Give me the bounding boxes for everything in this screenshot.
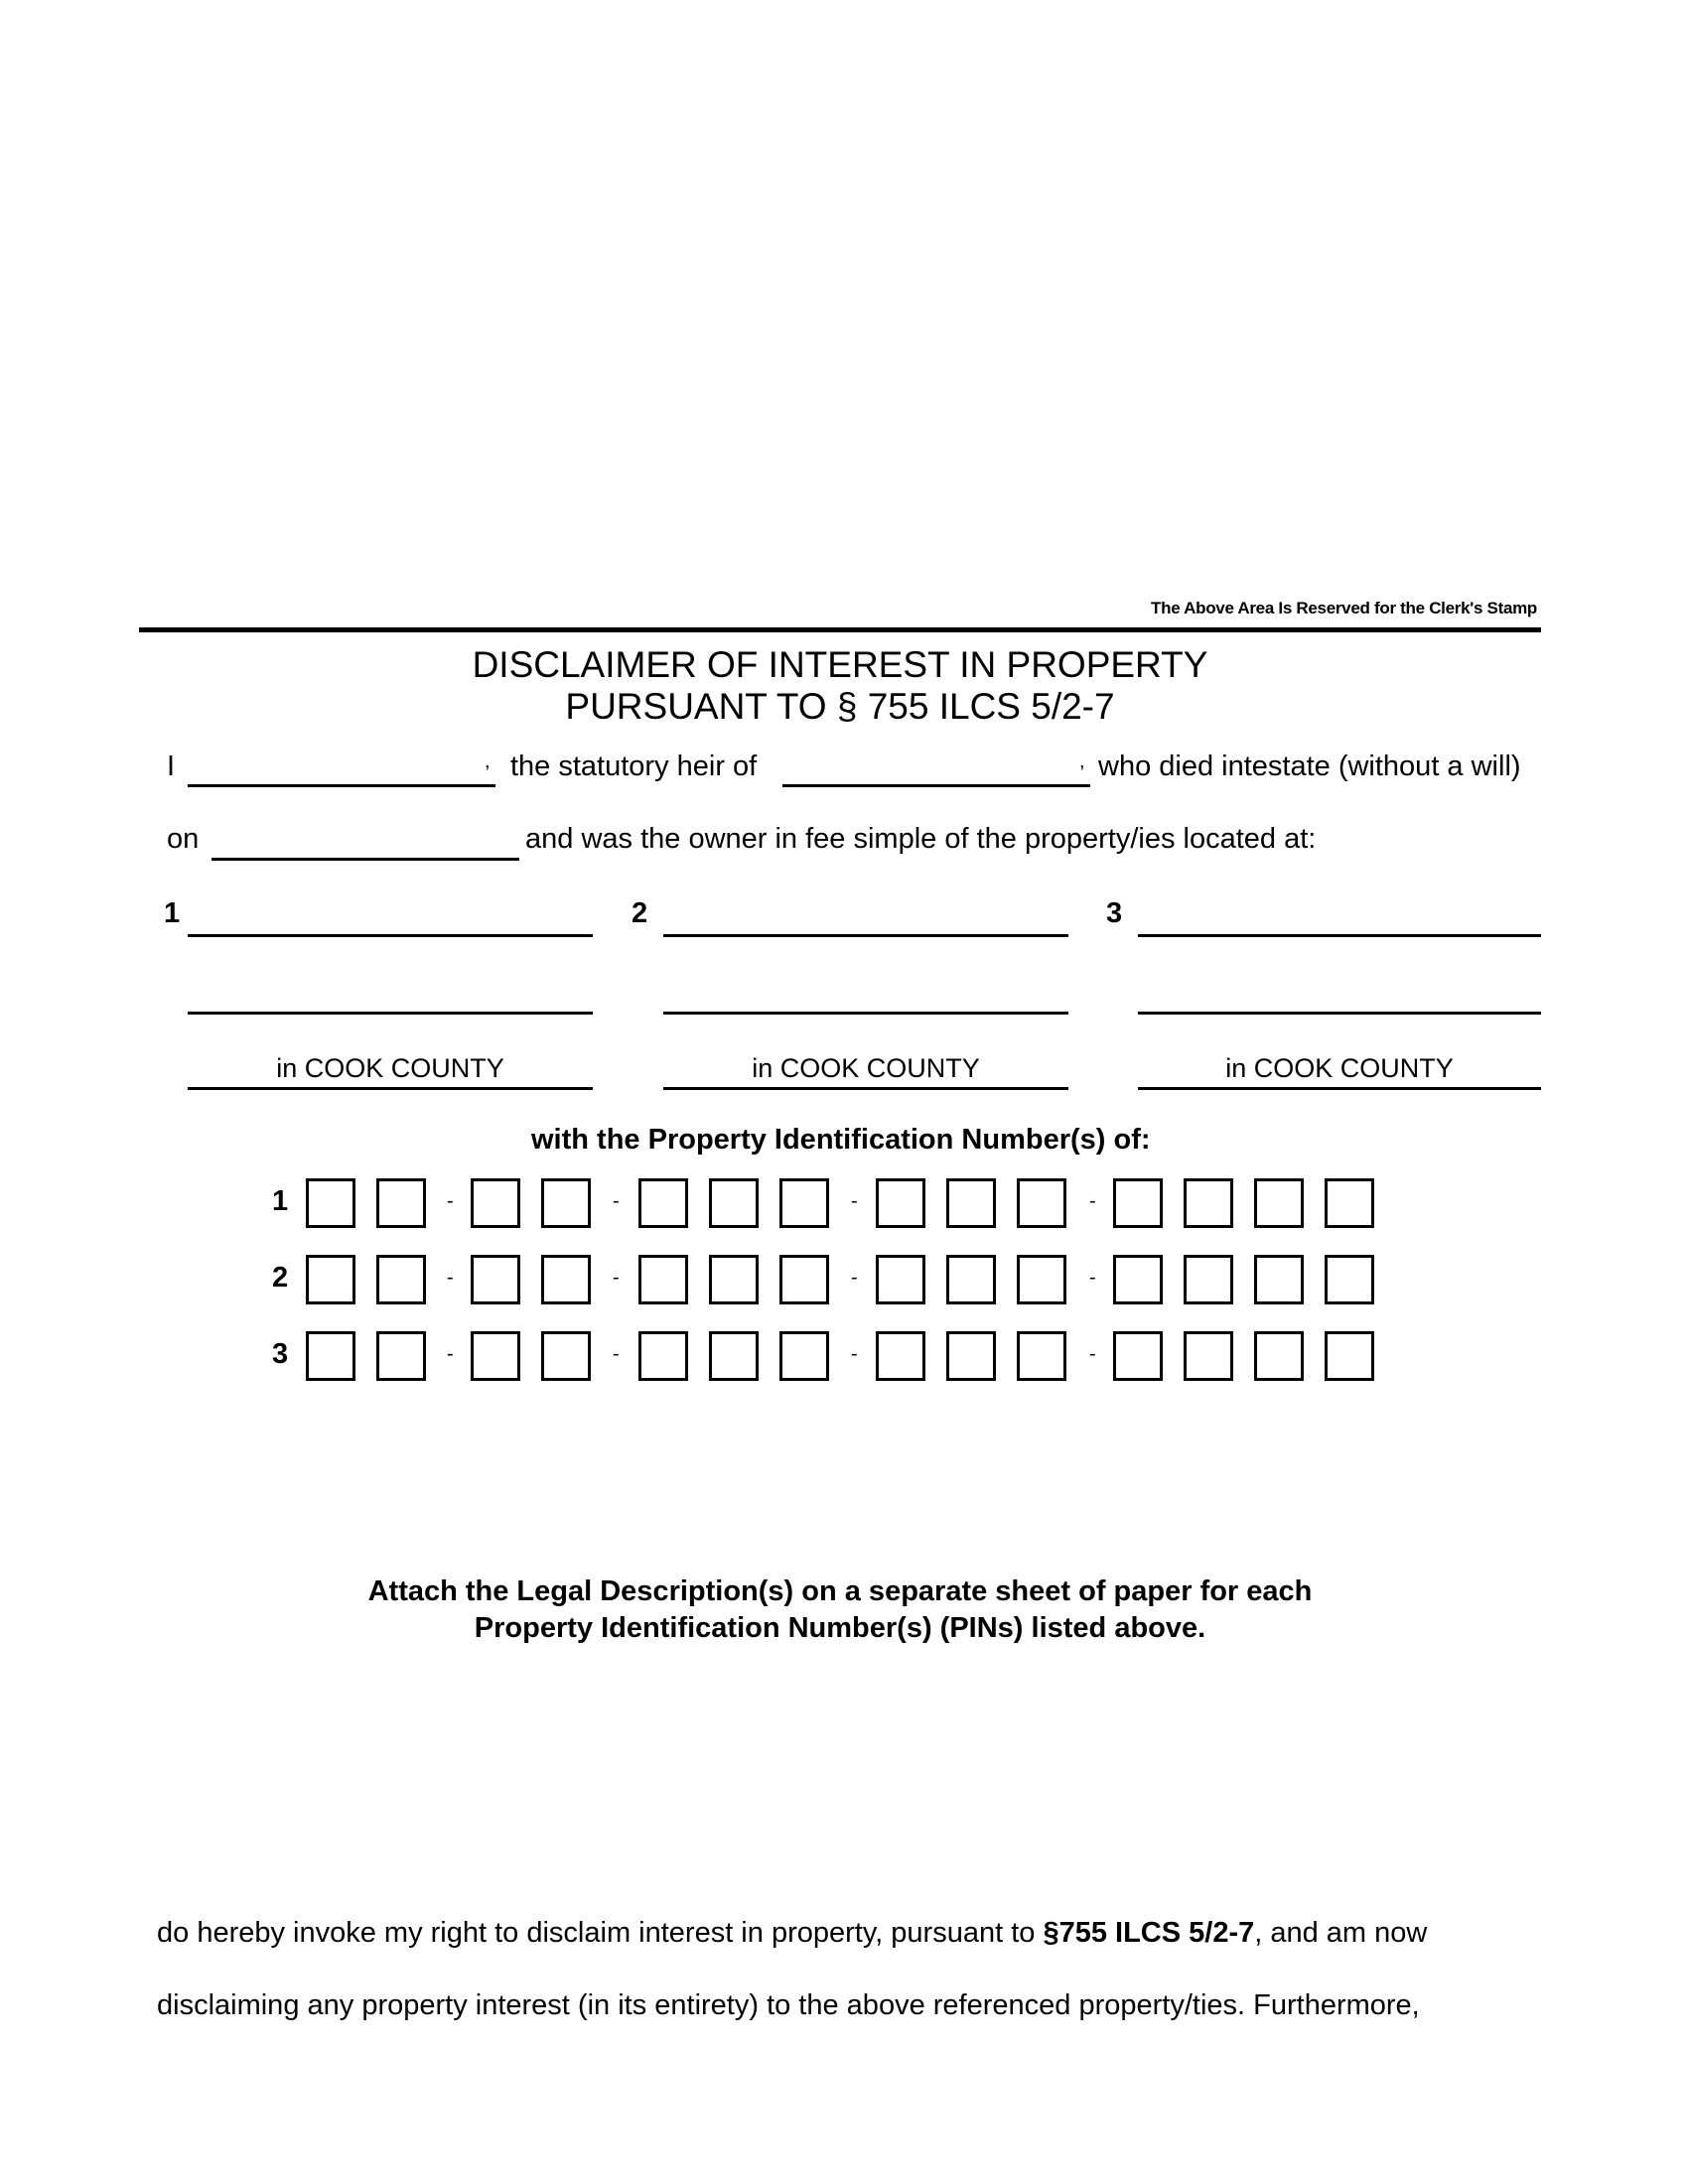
property-number-3: 3 bbox=[1106, 897, 1123, 929]
pin-2-digit-box-10[interactable] bbox=[1017, 1255, 1066, 1304]
property-3-address-line1[interactable] bbox=[1138, 934, 1541, 937]
pin-3-digit-box-1[interactable] bbox=[306, 1331, 355, 1381]
pin-3-digit-box-13[interactable] bbox=[1254, 1331, 1304, 1381]
pin-2-digit-box-13[interactable] bbox=[1254, 1255, 1304, 1304]
pin-2-digit-box-2[interactable] bbox=[376, 1255, 426, 1304]
property-3-county-line bbox=[1138, 1087, 1541, 1090]
pin-row-label-1: 1 bbox=[272, 1185, 289, 1217]
pin-1-digit-box-14[interactable] bbox=[1325, 1178, 1374, 1228]
owner-in-fee-label: and was the owner in fee simple of the property/ies located at: bbox=[525, 823, 1317, 855]
pronoun-i: I bbox=[167, 751, 176, 782]
pin-1-digit-box-5[interactable] bbox=[638, 1178, 688, 1228]
pin-2-separator-2: - bbox=[613, 1267, 620, 1289]
property-1-address-line2[interactable] bbox=[188, 1012, 593, 1015]
pin-1-digit-box-4[interactable] bbox=[541, 1178, 591, 1228]
body-line2: disclaiming any property interest (in its entirety) to the above referenced property/ties. Furthermore, bbox=[157, 1989, 1420, 2021]
form-title-line1: DISCLAIMER OF INTEREST IN PROPERTY bbox=[472, 644, 1208, 685]
pin-1-digit-box-1[interactable] bbox=[306, 1178, 355, 1228]
date-of-death-field[interactable] bbox=[211, 858, 519, 861]
pin-3-separator-2: - bbox=[613, 1343, 620, 1365]
property-1-address-line1[interactable] bbox=[188, 934, 593, 937]
pin-1-digit-box-2[interactable] bbox=[376, 1178, 426, 1228]
property-number-1: 1 bbox=[164, 897, 181, 929]
body-line1-start: do hereby invoke my right to disclaim interest in property, pursuant to bbox=[157, 1917, 1044, 1949]
pin-2-digit-box-3[interactable] bbox=[471, 1255, 520, 1304]
property-3-county: in COOK COUNTY bbox=[1225, 1053, 1454, 1083]
property-3-address-line2[interactable] bbox=[1138, 1012, 1541, 1015]
pin-1-digit-box-7[interactable] bbox=[779, 1178, 829, 1228]
property-2-county-line bbox=[663, 1087, 1068, 1090]
pin-row-label-2: 2 bbox=[272, 1262, 289, 1294]
body-line1 bbox=[157, 1917, 1427, 1950]
pin-1-digit-box-13[interactable] bbox=[1254, 1178, 1304, 1228]
pin-2-digit-box-9[interactable] bbox=[946, 1255, 996, 1304]
pin-3-digit-box-7[interactable] bbox=[779, 1331, 829, 1381]
pin-heading: with the Property Identification Number(s) of: bbox=[531, 1124, 1151, 1156]
pin-2-separator-4: - bbox=[1089, 1267, 1096, 1289]
pin-3-separator-3: - bbox=[851, 1343, 858, 1365]
pin-2-separator-3: - bbox=[851, 1267, 858, 1289]
property-1-county-line bbox=[188, 1087, 593, 1090]
statute-reference: §755 ILCS 5/2-7 bbox=[1043, 1917, 1255, 1949]
pin-2-digit-box-12[interactable] bbox=[1184, 1255, 1233, 1304]
statutory-heir-label: the statutory heir of bbox=[510, 751, 758, 782]
pin-1-separator-4: - bbox=[1089, 1190, 1096, 1212]
pin-3-separator-1: - bbox=[447, 1343, 454, 1365]
pin-2-digit-box-5[interactable] bbox=[638, 1255, 688, 1304]
pin-2-digit-box-8[interactable] bbox=[876, 1255, 925, 1304]
pin-3-digit-box-12[interactable] bbox=[1184, 1331, 1233, 1381]
pin-3-digit-box-9[interactable] bbox=[946, 1331, 996, 1381]
attach-note-line1: Attach the Legal Description(s) on a separate sheet of paper for each bbox=[367, 1575, 1313, 1607]
pin-3-digit-box-14[interactable] bbox=[1325, 1331, 1374, 1381]
pin-row-label-3: 3 bbox=[272, 1338, 289, 1370]
pin-1-digit-box-12[interactable] bbox=[1184, 1178, 1233, 1228]
pin-2-digit-box-4[interactable] bbox=[541, 1255, 591, 1304]
pin-3-digit-box-10[interactable] bbox=[1017, 1331, 1066, 1381]
decedent-name-field[interactable] bbox=[782, 784, 1090, 787]
pin-1-separator-1: - bbox=[447, 1190, 454, 1212]
pin-1-digit-box-11[interactable] bbox=[1113, 1178, 1163, 1228]
header-rule bbox=[139, 627, 1541, 632]
comma-2: , bbox=[1079, 751, 1085, 772]
pin-3-digit-box-11[interactable] bbox=[1113, 1331, 1163, 1381]
pin-3-digit-box-8[interactable] bbox=[876, 1331, 925, 1381]
property-2-county: in COOK COUNTY bbox=[752, 1053, 980, 1083]
pin-1-separator-3: - bbox=[851, 1190, 858, 1212]
clerk-stamp-note: The Above Area Is Reserved for the Clerk's Stamp bbox=[1151, 599, 1537, 617]
pin-1-digit-box-3[interactable] bbox=[471, 1178, 520, 1228]
attach-note-line2: Property Identification Number(s) (PINs) listed above. bbox=[474, 1612, 1206, 1644]
pin-2-separator-1: - bbox=[447, 1267, 454, 1289]
pin-1-digit-box-9[interactable] bbox=[946, 1178, 996, 1228]
property-1-county: in COOK COUNTY bbox=[276, 1053, 504, 1083]
heir-name-field[interactable] bbox=[188, 784, 495, 787]
body-line1-end: , and am now bbox=[1254, 1917, 1428, 1949]
pin-2-digit-box-14[interactable] bbox=[1325, 1255, 1374, 1304]
property-2-address-line1[interactable] bbox=[663, 934, 1068, 937]
pin-1-digit-box-6[interactable] bbox=[709, 1178, 759, 1228]
pin-2-digit-box-11[interactable] bbox=[1113, 1255, 1163, 1304]
pin-2-digit-box-6[interactable] bbox=[709, 1255, 759, 1304]
pin-3-digit-box-6[interactable] bbox=[709, 1331, 759, 1381]
pin-3-digit-box-2[interactable] bbox=[376, 1331, 426, 1381]
pin-3-digit-box-5[interactable] bbox=[638, 1331, 688, 1381]
on-label: on bbox=[167, 823, 200, 855]
form-title-line2: PURSUANT TO § 755 ILCS 5/2-7 bbox=[565, 686, 1115, 727]
pin-1-digit-box-10[interactable] bbox=[1017, 1178, 1066, 1228]
property-2-address-line2[interactable] bbox=[663, 1012, 1068, 1015]
property-number-2: 2 bbox=[632, 897, 648, 929]
pin-3-separator-4: - bbox=[1089, 1343, 1096, 1365]
pin-3-digit-box-3[interactable] bbox=[471, 1331, 520, 1381]
died-intestate-label: who died intestate (without a will) bbox=[1098, 751, 1521, 782]
pin-3-digit-box-4[interactable] bbox=[541, 1331, 591, 1381]
pin-1-separator-2: - bbox=[613, 1190, 620, 1212]
pin-2-digit-box-7[interactable] bbox=[779, 1255, 829, 1304]
comma-1: , bbox=[485, 751, 491, 772]
pin-1-digit-box-8[interactable] bbox=[876, 1178, 925, 1228]
pin-2-digit-box-1[interactable] bbox=[306, 1255, 355, 1304]
